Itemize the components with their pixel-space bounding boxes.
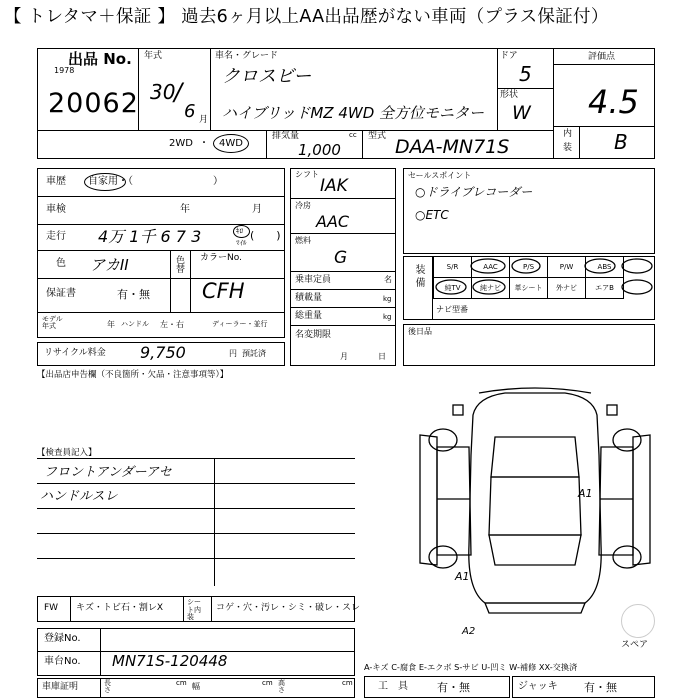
sales-label: セールスポイント bbox=[408, 171, 472, 180]
equipment-label: 装備 bbox=[413, 264, 424, 290]
model-change-label: モデル年式 bbox=[42, 315, 63, 331]
shift-value: IAK bbox=[320, 176, 348, 196]
equip-abs: ABS bbox=[586, 257, 624, 278]
shift-label: シフト bbox=[295, 170, 319, 179]
doors-label: ドア bbox=[500, 51, 518, 61]
inspector-note-1: フロントアンダーアセ bbox=[44, 465, 172, 480]
mileage-unit-mile: ﾏｲﾙ bbox=[236, 239, 247, 247]
dim-h: 高さ bbox=[278, 679, 285, 694]
fuel-value: G bbox=[334, 248, 348, 268]
diagram-mark-front: A1 bbox=[455, 570, 470, 583]
car-diagram bbox=[415, 385, 660, 620]
equip-airbag: エアB bbox=[586, 278, 624, 299]
color-no-label: カラーNo. bbox=[200, 253, 242, 263]
mileage-paren: ( ) bbox=[250, 229, 281, 242]
dim-w-cm: cm bbox=[262, 679, 273, 687]
history-label: 車歴 bbox=[46, 176, 66, 187]
dim-h-cm: cm bbox=[342, 679, 353, 687]
lot-number: 20062 bbox=[48, 88, 139, 119]
equip-sr: S/R bbox=[434, 257, 472, 278]
equip-aac: AAC bbox=[472, 257, 510, 278]
name-label: 車名・グレード bbox=[215, 51, 279, 61]
recycle-note: 預託済 bbox=[242, 349, 266, 358]
name-change-label: 名変期限 bbox=[295, 330, 332, 340]
score-value: 4.5 bbox=[588, 83, 639, 121]
load-label: 積載量 bbox=[295, 293, 323, 303]
year-value: 30 bbox=[150, 80, 176, 104]
displacement-label: 排気量 bbox=[272, 131, 300, 141]
displacement-unit: cc bbox=[349, 131, 357, 139]
inspector-note-2: ハンドルスレ bbox=[40, 489, 118, 504]
later-label: 後日品 bbox=[408, 327, 432, 336]
equip-ext-navi: 外ナビ bbox=[548, 278, 586, 299]
equip-tv: 純TV bbox=[434, 278, 472, 299]
ac-value: AAC bbox=[316, 212, 350, 231]
fw-label: FW bbox=[44, 603, 59, 613]
sales-2: ○ETC bbox=[415, 208, 449, 222]
spare-circle bbox=[621, 604, 655, 638]
interior-label-2: 装 bbox=[563, 143, 573, 153]
mileage-value: 4万 1千 6 7 3 bbox=[98, 227, 202, 246]
gross-label: 総重量 bbox=[295, 311, 323, 321]
mileage-unit-km: ｷﾛ bbox=[236, 227, 243, 235]
capacity-unit: 名 bbox=[384, 275, 392, 284]
sales-1: ○ドライブレコーダー bbox=[415, 185, 533, 199]
navi-label: ナビ型番 bbox=[436, 305, 468, 314]
chassis-label: 車台No. bbox=[44, 656, 81, 667]
diagram-mark-side: A1 bbox=[578, 487, 593, 500]
color-value: アカII bbox=[90, 256, 129, 274]
lot-label: 出品 No. bbox=[68, 50, 132, 68]
fuel-label: 燃料 bbox=[295, 236, 311, 245]
cert-label: 車庫証明 bbox=[42, 682, 79, 692]
model-value: DAA-MN71S bbox=[395, 136, 510, 158]
color-change-label: 色替 bbox=[174, 255, 184, 273]
dim-w: 幅 bbox=[192, 682, 200, 691]
seat-label: シート内装 bbox=[187, 598, 201, 622]
interior-value: B bbox=[614, 130, 628, 154]
equip-pw: P/W bbox=[548, 257, 586, 278]
interior-label-1: 内 bbox=[563, 129, 573, 139]
recycle-unit: 円 bbox=[229, 349, 237, 358]
tools-options: 有・無 bbox=[437, 681, 470, 694]
later-frame bbox=[403, 324, 655, 366]
mileage-km-circle bbox=[233, 225, 250, 238]
grade: ハイブリッドMZ 4WD 全方位モニター bbox=[222, 104, 485, 122]
history-circle bbox=[84, 173, 126, 191]
model-label: 型式 bbox=[368, 131, 387, 141]
color-no-value: CFH bbox=[202, 279, 245, 303]
dim-l-cm: cm bbox=[176, 679, 187, 687]
equip-ps: P/S bbox=[510, 257, 548, 278]
warranty-label: 保証書 bbox=[46, 288, 76, 299]
month-value: 6 bbox=[184, 101, 196, 122]
drive-dot: ・ bbox=[199, 138, 209, 149]
doors-value: 5 bbox=[519, 62, 532, 86]
color-label: 色 bbox=[56, 258, 66, 269]
displacement-value: 1,000 bbox=[298, 141, 341, 159]
jack-label: ジャッキ bbox=[518, 681, 558, 692]
handle-label: ハンドル bbox=[121, 320, 149, 328]
recycle-label: リサイクル料金 bbox=[44, 348, 106, 358]
warranty-options: 有・無 bbox=[117, 288, 150, 301]
equip-navi: 純ナビ bbox=[472, 278, 510, 299]
ac-label: 冷房 bbox=[295, 201, 311, 210]
name-change-unit: 月日 bbox=[340, 352, 416, 361]
legend: A-キズ C-腐食 E-エクボ S-サビ U-凹ミ W-補修 XX-交換済 bbox=[364, 662, 578, 672]
month-unit: 月 bbox=[199, 115, 209, 125]
inspector-label: 【検査員記入】 bbox=[37, 448, 97, 458]
year-slash: / bbox=[174, 78, 183, 106]
banner-title: 【 トレタマ＋保証 】 過去6ヶ月以上AA出品歴がない車両（プラス保証付） bbox=[4, 7, 609, 27]
spare-label: スペア bbox=[621, 640, 649, 650]
capacity-label: 乗車定員 bbox=[295, 275, 332, 285]
handle-options: 左・右 bbox=[160, 320, 184, 329]
inspection-label: 車検 bbox=[46, 204, 66, 215]
history-value: 自家用・（ ） bbox=[88, 176, 223, 187]
model-change-year: 年 bbox=[107, 320, 115, 329]
inspection-year: 年 bbox=[180, 204, 190, 215]
lot-sub: 1978 bbox=[54, 66, 75, 75]
year-label: 年式 bbox=[144, 51, 163, 61]
score-label: 評価点 bbox=[588, 52, 616, 62]
shape-label: 形状 bbox=[500, 90, 519, 100]
jack-options: 有・無 bbox=[584, 681, 617, 694]
mileage-label: 走行 bbox=[46, 231, 66, 242]
equip-leather: 革シート bbox=[510, 278, 548, 299]
shape-value: W bbox=[512, 102, 531, 124]
dealer-label: ディーラー・並行 bbox=[212, 320, 268, 328]
dim-l: 長さ bbox=[104, 679, 111, 694]
diagram-mark-bottom: A2 bbox=[462, 626, 476, 637]
recycle-value: 9,750 bbox=[140, 343, 186, 362]
tools-label: 工 具 bbox=[378, 681, 408, 692]
equipment-circles bbox=[433, 256, 655, 300]
reg-label: 登録No. bbox=[44, 633, 81, 644]
declaration-label: 【出品店申告欄（不良箇所・欠品・注意事項等）】 bbox=[37, 370, 229, 380]
chassis-value: MN71S-120448 bbox=[112, 652, 228, 670]
drive-2wd: 2WD bbox=[169, 138, 193, 149]
drive-4wd: 4WD bbox=[219, 138, 243, 149]
fw-text: キズ・トビ石・割レX bbox=[76, 603, 163, 613]
car-name: クロスビー bbox=[222, 66, 312, 87]
gross-unit: kg bbox=[383, 313, 392, 321]
seat-text: コゲ・穴・汚レ・シミ・破レ・スレ bbox=[216, 603, 361, 613]
inspection-month: 月 bbox=[252, 204, 262, 215]
load-unit: kg bbox=[383, 295, 392, 303]
